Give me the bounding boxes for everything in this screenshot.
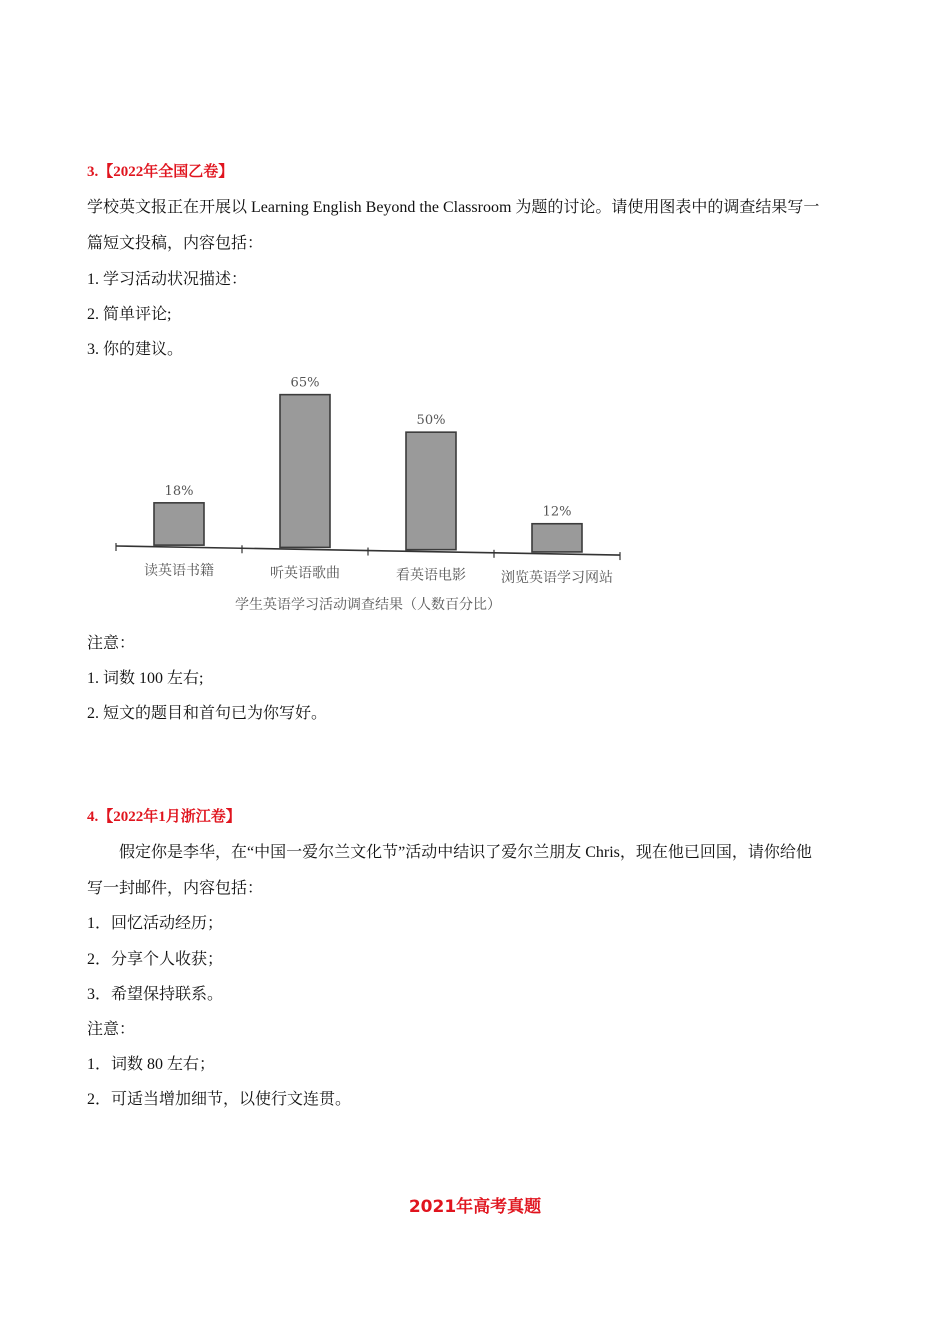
q3-intro-line-1: 学校英文报正在开展以 Learning English Beyond the Classroom 为题的讨论。请使用图表中的调查结果写一: [87, 199, 820, 216]
q3-intro-line-2: 篇短文投稿，内容包括：: [87, 235, 264, 252]
bar: [154, 503, 204, 545]
x-tick-label: 看英语电影: [396, 567, 466, 584]
q4-note-1: 1．词数 80 左右；: [87, 1056, 216, 1073]
bar-value-label: 65%: [290, 375, 320, 391]
x-tick-label: 浏览英语学习网站: [501, 569, 613, 586]
q4-intro-line-1: 假定你是李华，在“中国一爱尔兰文化节”活动中结识了爱尔兰朋友 Chris，现在他已回国，请你给他: [119, 844, 812, 861]
q3-note-label: 注意：: [87, 635, 136, 652]
q4-intro-line-2: 写一封邮件，内容包括：: [87, 880, 264, 897]
q3-note-2: 2. 短文的题目和首句已为你写好。: [87, 705, 328, 722]
q4-point-1: 1．回忆活动经历；: [87, 915, 224, 932]
q4-heading: 4.【2022年1月浙江卷】: [87, 809, 241, 825]
bar: [532, 524, 582, 552]
q3-point-1: 1. 学习活动状况描述：: [87, 271, 248, 288]
bar-value-label: 50%: [416, 413, 446, 429]
q4-point-2: 2．分享个人收获；: [87, 951, 224, 968]
q4-note-label: 注意：: [87, 1021, 136, 1038]
q3-heading: 3.【2022年全国乙卷】: [87, 164, 234, 180]
q3-point-3: 3. 你的建议。: [87, 341, 184, 358]
x-tick-label: 读英语书籍: [144, 563, 214, 580]
section-title: 2021年高考真题: [408, 1197, 542, 1217]
chart-title: 学生英语学习活动调查结果（人数百分比）: [235, 597, 501, 613]
bar-value-label: 18%: [164, 483, 194, 499]
q4-note-2: 2．可适当增加细节，以使行文连贯。: [87, 1091, 352, 1108]
q3-point-2: 2. 简单评论;: [87, 306, 172, 323]
survey-bar-chart: [108, 367, 628, 617]
bar-value-label: 12%: [542, 504, 572, 520]
q3-note-1: 1. 词数 100 左右;: [87, 670, 204, 687]
q4-point-3: 3．希望保持联系。: [87, 986, 224, 1003]
bar: [280, 395, 330, 548]
x-tick-label: 听英语歌曲: [270, 565, 340, 582]
bar: [406, 432, 456, 550]
